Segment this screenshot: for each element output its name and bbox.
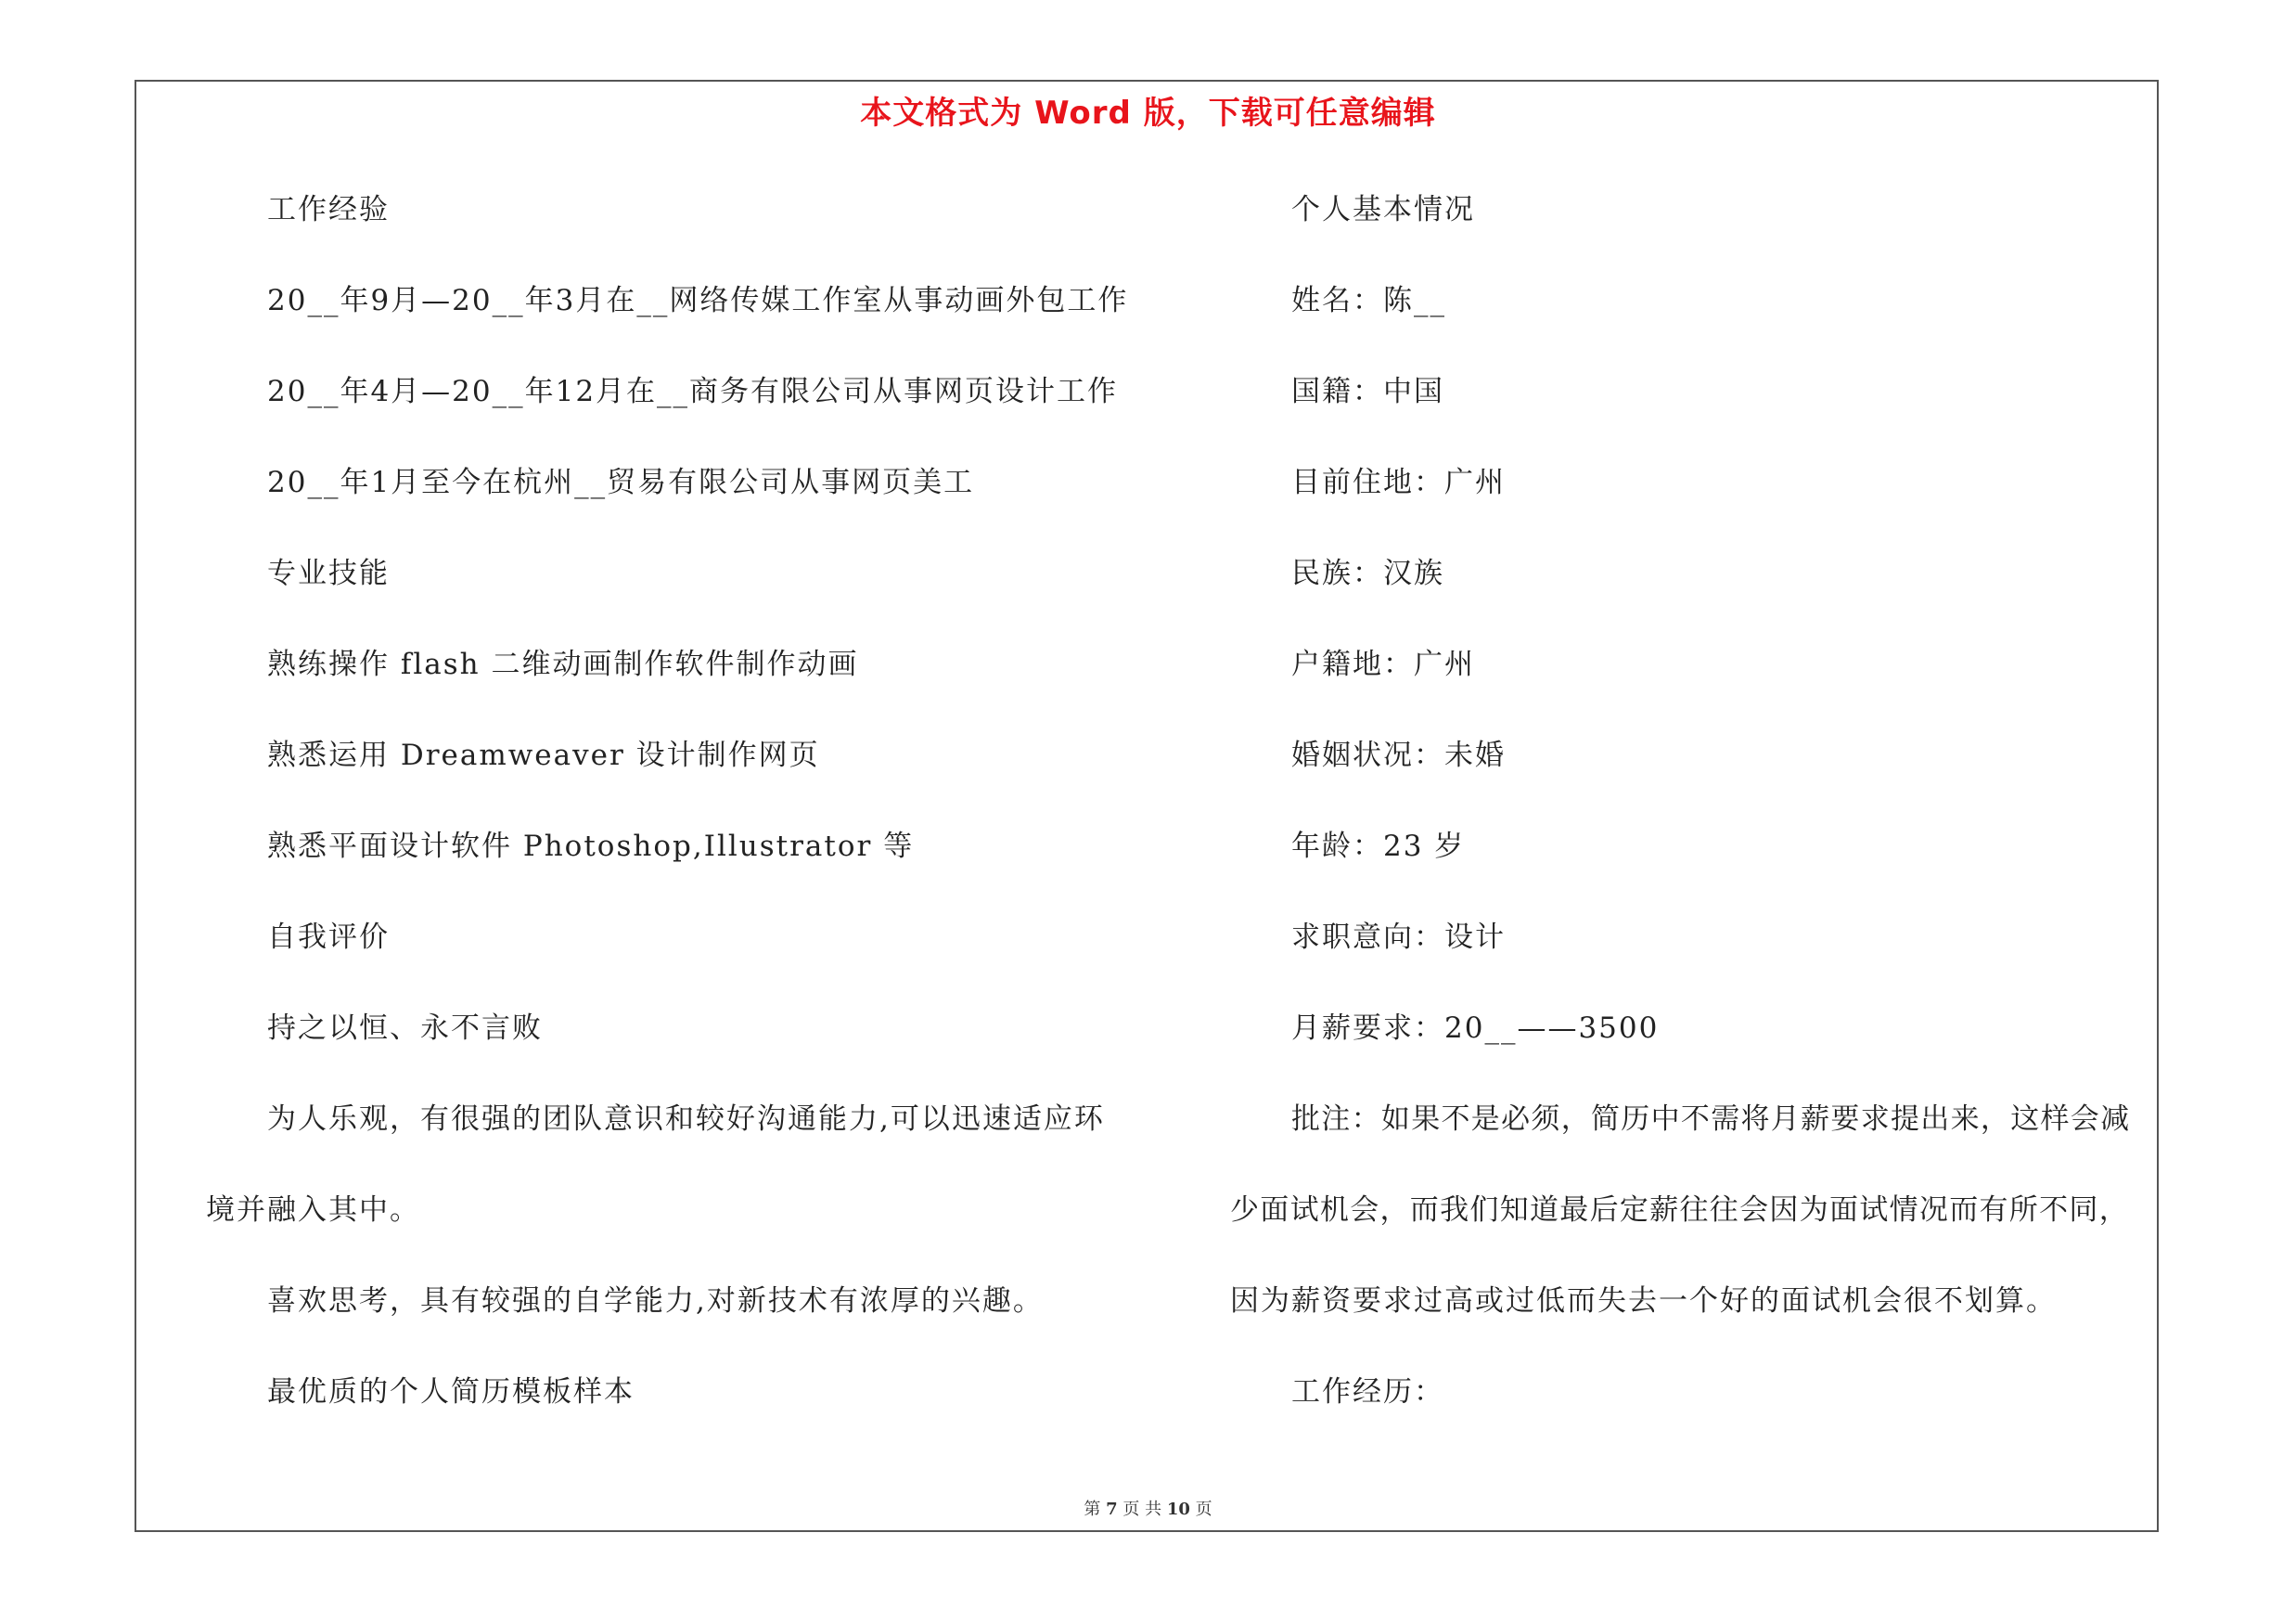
info-name: 姓名：陈__ — [1291, 284, 1446, 317]
section-heading-skills: 专业技能 — [267, 557, 390, 590]
footer-prefix: 第 — [1084, 1500, 1101, 1519]
footer-page-number: 7 — [1106, 1500, 1118, 1519]
footer-suffix: 页 — [1195, 1500, 1212, 1519]
note-paragraph-continued: 因为薪资要求过高或过低而失去一个好的面试机会很不划算。 — [1230, 1284, 2057, 1318]
section-heading-work-experience: 工作经验 — [267, 193, 390, 226]
note-paragraph: 批注：如果不是必须，简历中不需将月薪要求提出来，这样会减 — [1291, 1102, 2131, 1136]
footer-middle: 页 共 — [1122, 1500, 1162, 1519]
self-evaluation-item: 持之以恒、永不言败 — [267, 1011, 543, 1045]
skill-item: 熟练操作 flash 二维动画制作软件制作动画 — [267, 648, 859, 681]
work-experience-item: 20__年9月—20__年3月在__网络传媒工作室从事动画外包工作 — [267, 284, 1129, 317]
info-job-intention: 求职意向：设计 — [1291, 921, 1506, 954]
info-household: 户籍地：广州 — [1291, 648, 1475, 681]
skill-item: 熟悉平面设计软件 Photoshop,Illustrator 等 — [267, 830, 915, 863]
info-age: 年龄：23 岁 — [1291, 830, 1466, 863]
footer-total-pages: 10 — [1166, 1500, 1190, 1519]
info-nationality: 国籍：中国 — [1291, 375, 1444, 408]
self-evaluation-item: 为人乐观，有很强的团队意识和较好沟通能力,可以迅速适应环 — [267, 1102, 1105, 1136]
format-banner: 本文格式为 Word 版，下载可任意编辑 — [860, 95, 1436, 132]
section-heading-resume-sample: 最优质的个人简历模板样本 — [267, 1375, 635, 1409]
section-heading-personal-info: 个人基本情况 — [1291, 193, 1475, 226]
work-experience-item: 20__年1月至今在杭州__贸易有限公司从事网页美工 — [267, 466, 975, 499]
section-heading-work-history: 工作经历： — [1291, 1375, 1444, 1409]
info-marital-status: 婚姻状况：未婚 — [1291, 739, 1506, 772]
section-heading-self-evaluation: 自我评价 — [267, 921, 390, 954]
info-residence: 目前住地：广州 — [1291, 466, 1506, 499]
skill-item: 熟悉运用 Dreamweaver 设计制作网页 — [267, 739, 820, 772]
work-experience-item: 20__年4月—20__年12月在__商务有限公司从事网页设计工作 — [267, 375, 1119, 408]
info-salary: 月薪要求：20__——3500 — [1291, 1011, 1660, 1045]
page-footer — [0, 1496, 2296, 1520]
self-evaluation-item-continued: 境并融入其中。 — [206, 1193, 420, 1227]
note-paragraph-continued: 少面试机会，而我们知道最后定薪往往会因为面试情况而有所不同， — [1230, 1193, 2129, 1227]
info-ethnicity: 民族：汉族 — [1291, 557, 1444, 590]
self-evaluation-item: 喜欢思考，具有较强的自学能力,对新技术有浓厚的兴趣。 — [267, 1284, 1044, 1318]
